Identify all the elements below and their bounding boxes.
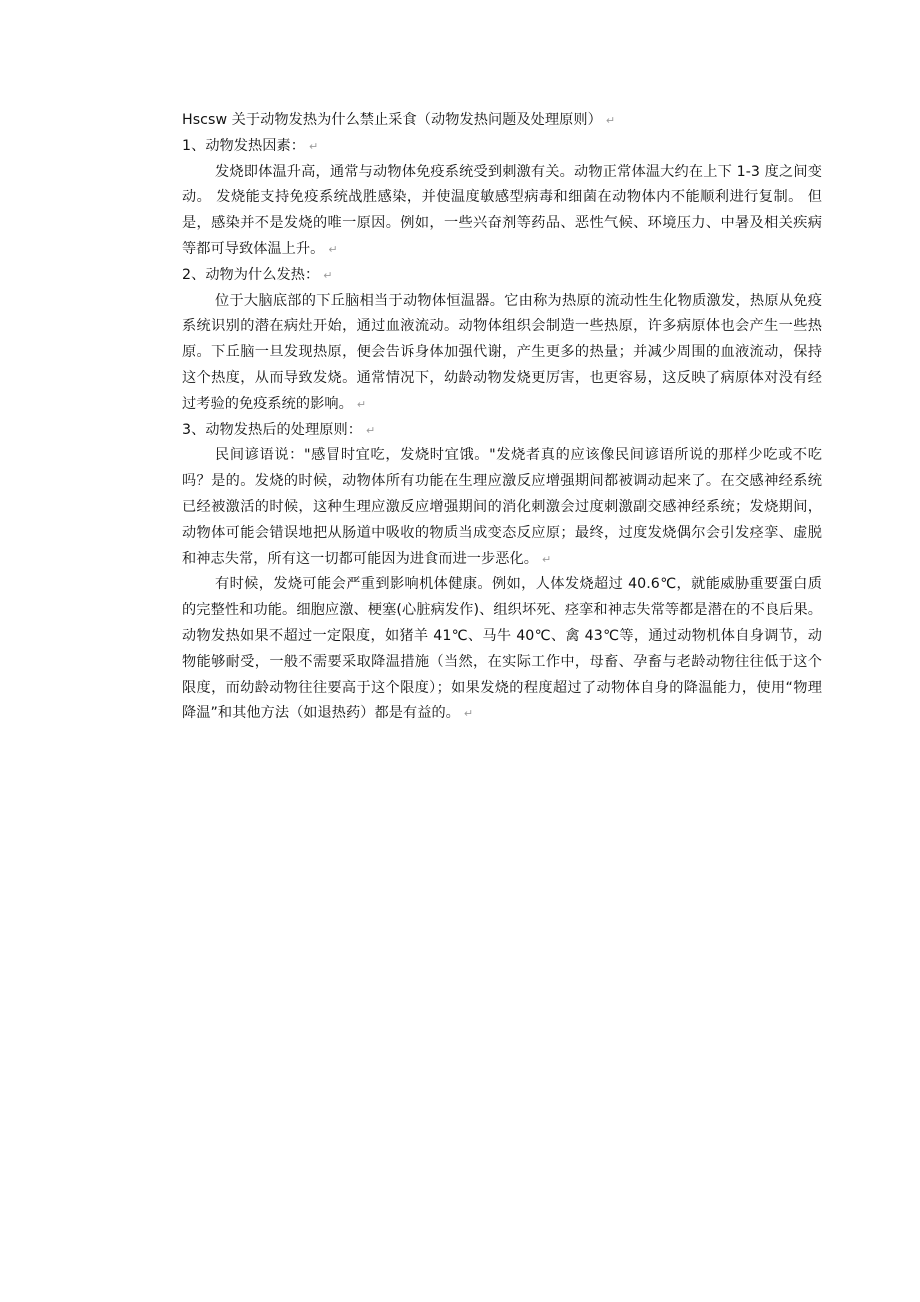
document-page [182,108,822,727]
section-heading-3: 3、动物发热后的处理原则： ↵ [182,421,376,438]
paragraph-mark-icon: ↵ [308,139,319,153]
section-heading-1: 1、动物发热因素： ↵ [182,137,319,154]
section-2-paragraph-1: 位于大脑底部的下丘脑相当于动物体恒温器。它由称为热原的流动性生化物质激发，热原从免疫系统识别的潜在病灶开始，通过血液流动。动物体组织会制造一些热原，许多病原体也会产生一些热原。下丘脑一旦发现热原，便会告诉身体加强代谢，产生更多的热量；并减少周围的血液流动，保持这个热度，从而导致发烧。通常情况下，幼龄动物发烧更厉害，也更容易，这反映了病原体对没有经过考验的免疫系统的影响。 ↵ [182,292,822,412]
section-3-paragraph-2: 有时候，发烧可能会严重到影响机体健康。例如，人体发烧超过 40.6℃，就能威胁重要蛋白质的完整性和功能。细胞应激、梗塞(心脏病发作)、组织坏死、痉挛和神志失常等都是潜在的不良后果。动物发热如果不超过一定限度，如猪羊 41℃、马牛 40℃、禽 43℃等，通过动物机体自身调节，动物能够耐受，一般不需要采取降温措施（当然，在实际工作中，母畜、孕畜与老龄动物往往低于这个限度，而幼龄动物往往要高于这个限度）；如果发烧的程度超过了动物体自身的降温能力，使用“物理降温”和其他方法（如退热药）都是有益的。 ↵ [182,576,822,722]
paragraph-mark-icon: ↵ [605,114,616,127]
paragraph-mark-icon: ↵ [323,268,333,282]
paragraph-mark-icon: ↵ [328,242,338,256]
paragraph-mark-icon: ↵ [356,397,367,411]
section-3-paragraph-1: 民间谚语说："感冒时宜吃，发烧时宜饿。"发烧者真的应该像民间谚语所说的那样少吃或不吃吗？是的。发烧的时候，动物体所有功能在生理应激反应增强期间都被调动起来了。在交感神经系统已经被激活的时候，这种生理应激反应增强期间的消化刺激会过度刺激副交感神经系统；发烧期间，动物体可能会错误地把从肠道中吸收的物质当成变态反应原；最终，过度发烧偶尔会引发痉挛、虚脱和神志失常，所有这一切都可能因为进食而进一步恶化。 ↵ [182,447,822,567]
paragraph-mark-icon: ↵ [463,707,474,721]
section-1-paragraph-1: 发烧即体温升高，通常与动物体免疫系统受到刺激有关。动物正常体温大约在上下 1-3 度之间变动。 发烧能支持免疫系统战胜感染，并使温度敏感型病毒和细菌在动物体内不能顺利进行复制。 但是，感染并不是发烧的唯一原因。例如，一些兴奋剂等药品、恶性气候、环境压力、中暑及相关疾病等都可导致体温上升。 ↵ [182,163,822,257]
section-heading-2: 2、动物为什么发热： ↵ [182,266,333,283]
paragraph-mark-icon: ↵ [365,423,376,437]
paragraph-mark-icon: ↵ [541,552,552,566]
document-title: Hscsw 关于动物发热为什么禁止采食（动物发热问题及处理原则） ↵ [182,112,616,128]
